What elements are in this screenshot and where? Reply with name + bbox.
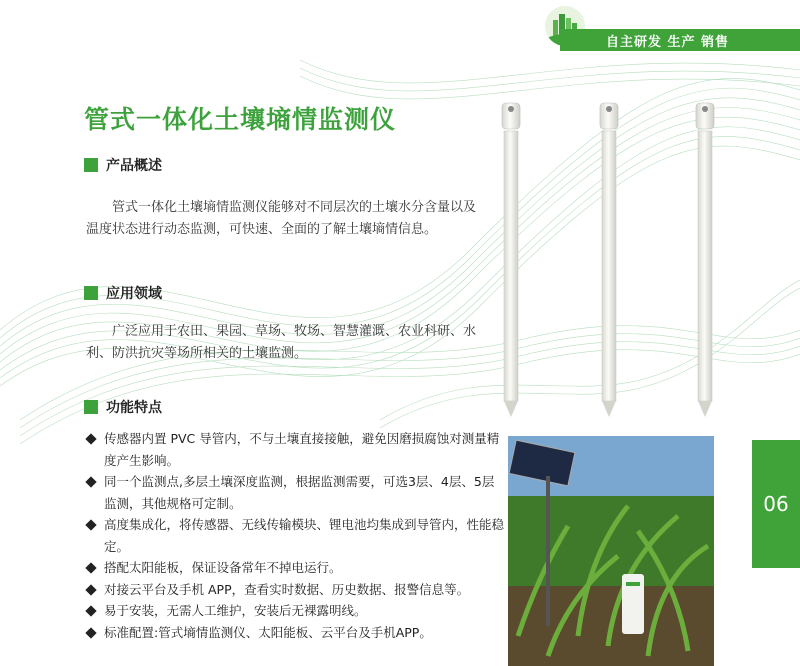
section-heading-label: 产品概述 (106, 158, 162, 174)
heading-marker-icon (84, 286, 98, 300)
field-installation-photo (508, 436, 714, 666)
product-probes-image (480, 95, 780, 425)
diamond-bullet-icon (85, 519, 96, 530)
list-item: 搭配太阳能板，保证设备常年不掉电运行。 (86, 557, 506, 579)
list-item: 易于安装，无需人工维护，安装后无裸露明线。 (86, 600, 506, 622)
page-number: 06 (763, 492, 789, 516)
diamond-bullet-icon (85, 433, 96, 444)
application-paragraph (86, 321, 486, 365)
page-number-tab (752, 440, 800, 568)
slogan-text: 自主研发 生产 销售 (606, 35, 730, 50)
slogan-bar (560, 29, 800, 51)
heading-marker-icon (84, 400, 98, 414)
diamond-bullet-icon (85, 562, 96, 573)
page-title: 管式一体化土壤墒情监测仪 (84, 105, 397, 134)
list-item: 标准配置:管式墒情监测仪、太阳能板、云平台及手机APP。 (86, 622, 506, 644)
section-heading-label: 应用领域 (106, 286, 162, 302)
heading-marker-icon (84, 158, 98, 172)
list-item: 传感器内置 PVC 导管内，不与土壤直接接触，避免因磨损腐蚀对测量精度产生影响。 (86, 428, 506, 471)
list-item: 同一个监测点,多层土壤深度监测，根据监测需要，可选3层、4层、5层监测，其他规格可定制。 (86, 471, 506, 514)
list-item: 对接云平台及手机 APP，查看实时数据、历史数据、报警信息等。 (86, 579, 506, 601)
diamond-bullet-icon (85, 584, 96, 595)
diamond-bullet-icon (85, 476, 96, 487)
feature-list (86, 428, 506, 643)
list-item: 高度集成化，将传感器、无线传输模块、锂电池均集成到导管内，性能稳定。 (86, 514, 506, 557)
diamond-bullet-icon (85, 605, 96, 616)
application-text: 广泛应用于农田、果园、草场、牧场、智慧灌溉、农业科研、水利、防洪抗灾等场所相关的土壤监测。 (86, 324, 477, 361)
diamond-bullet-icon (85, 627, 96, 638)
section-heading-label: 功能特点 (106, 400, 162, 416)
overview-paragraph (86, 197, 486, 241)
overview-text: 管式一体化土壤墒情监测仪能够对不同层次的土壤水分含量以及温度状态进行动态监测，可快速、全面的了解土壤墒情信息。 (86, 200, 477, 237)
